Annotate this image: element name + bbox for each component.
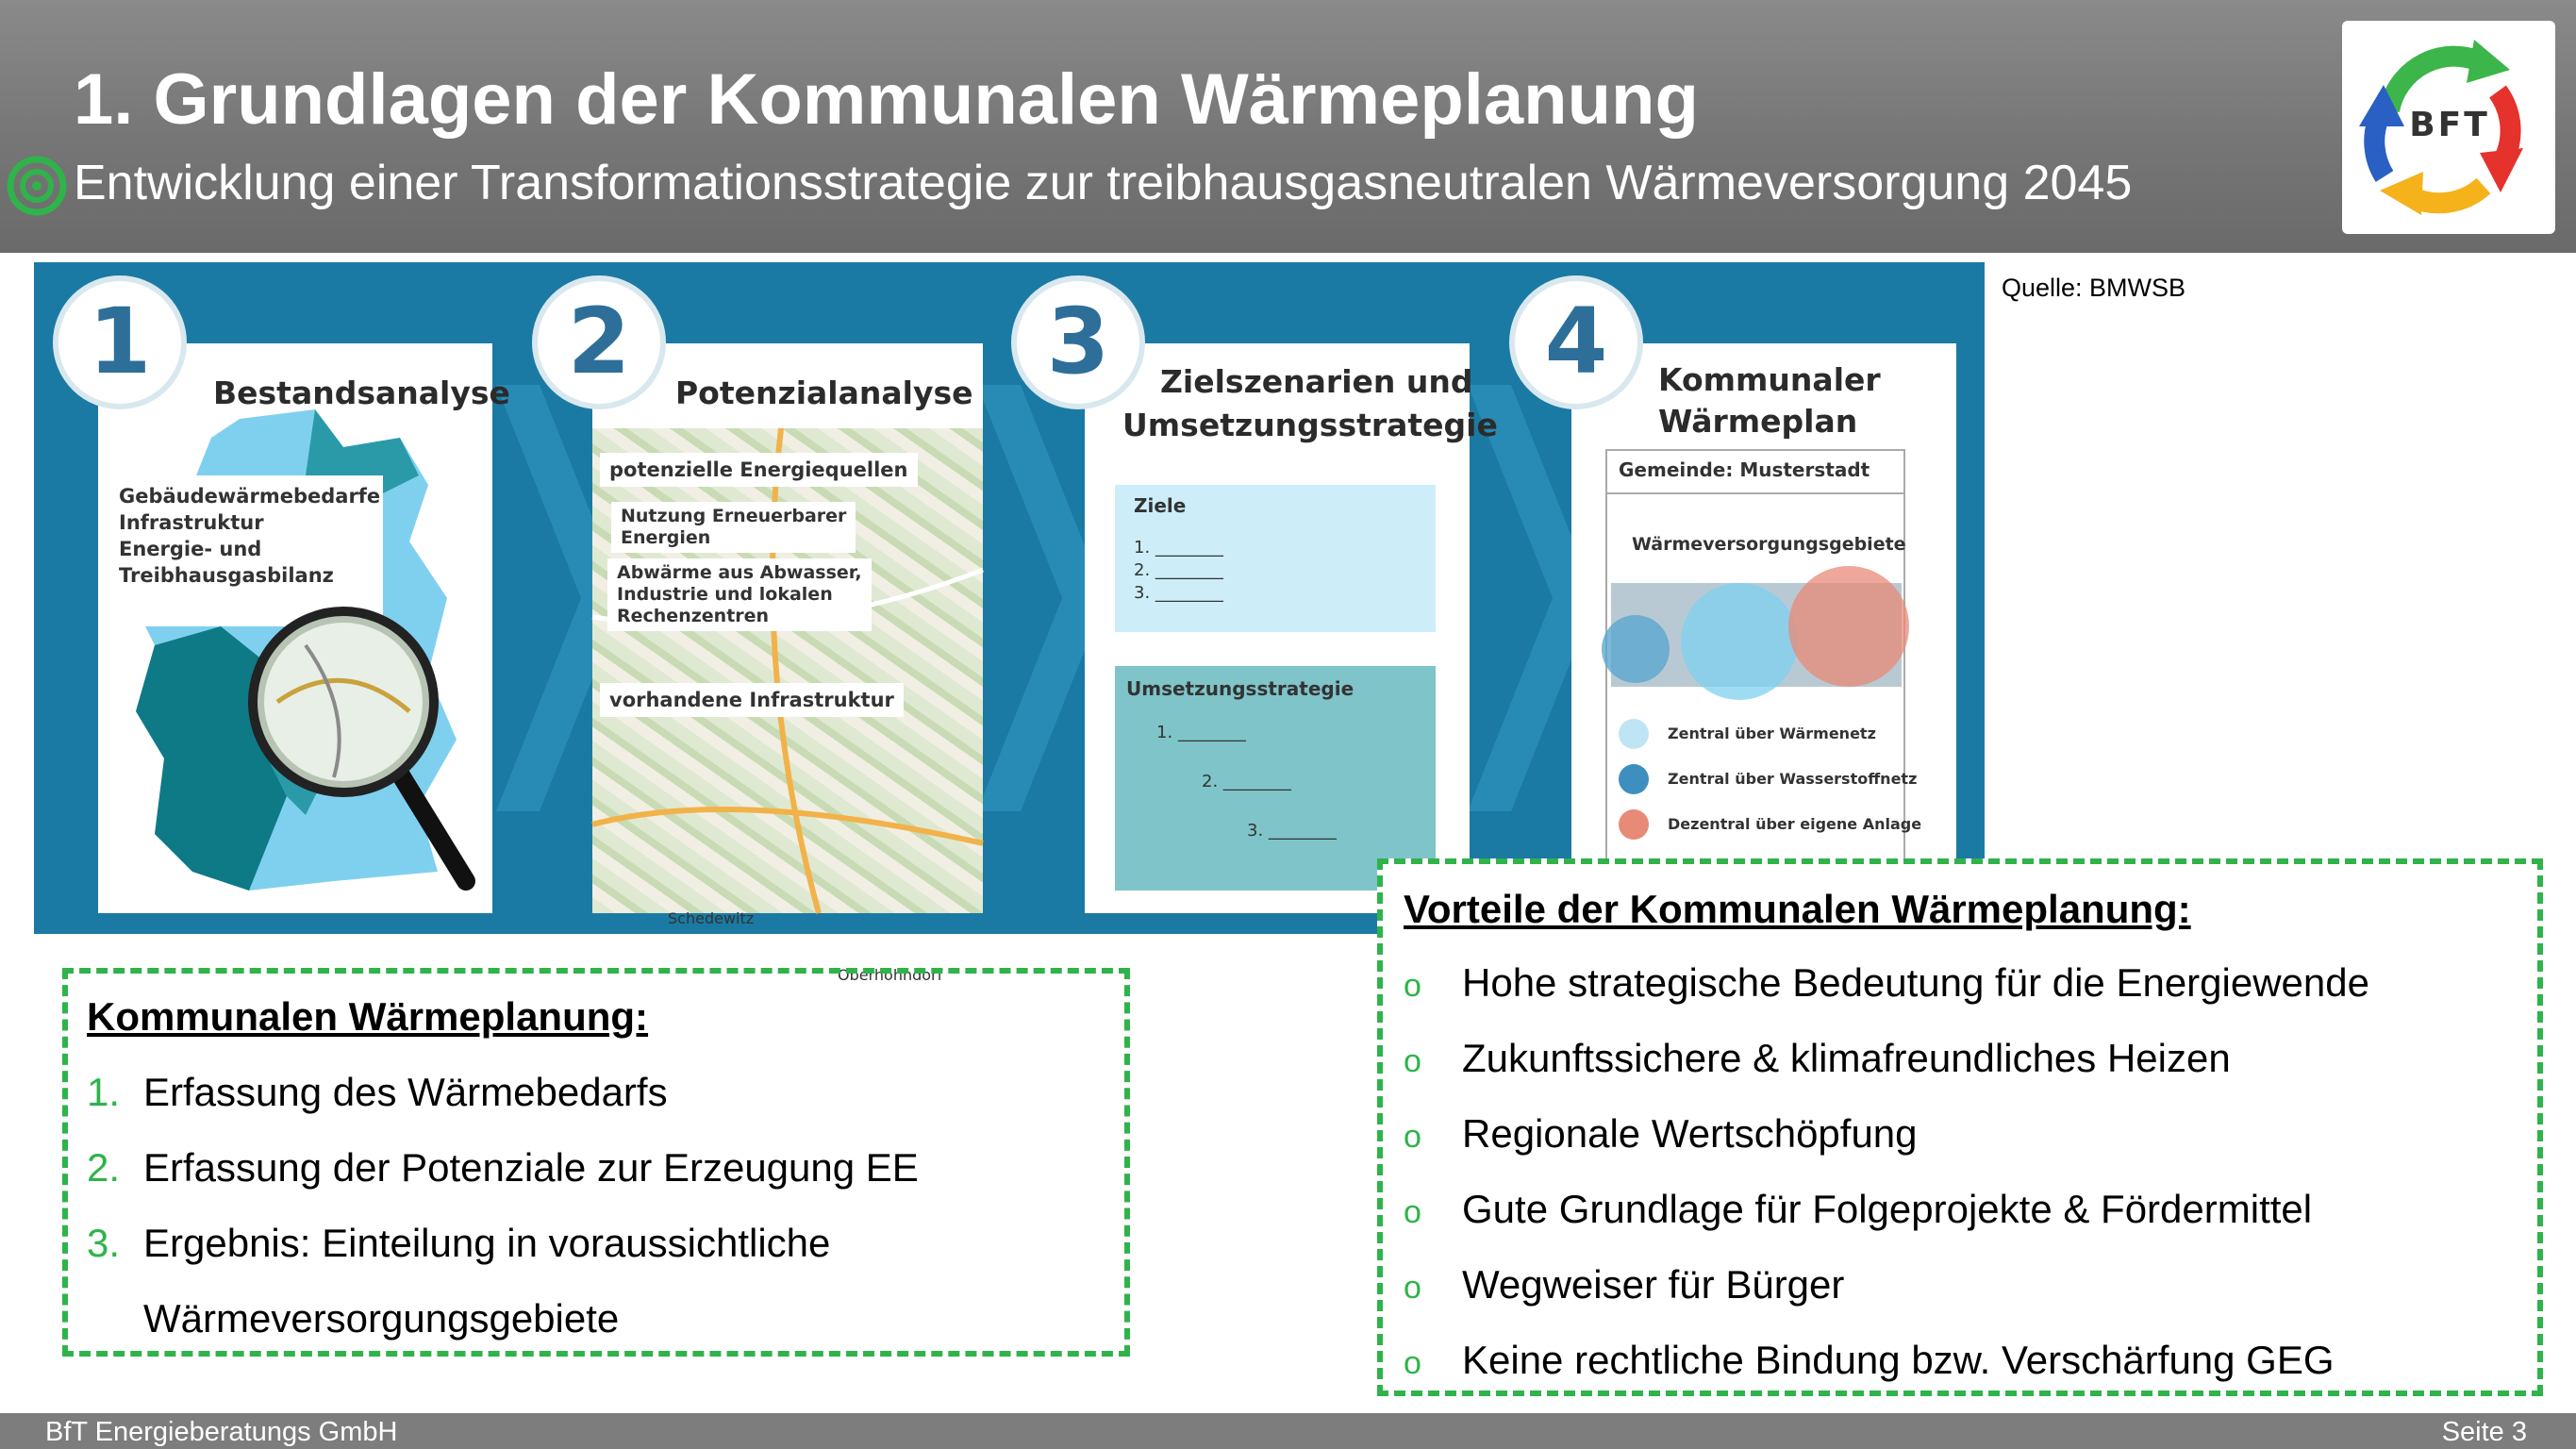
step-panel-3 <box>1085 343 1498 913</box>
advantage-item-2 <box>1404 1036 2231 1081</box>
advantage-text-1: Hohe strategische Bedeutung für die Energiewende <box>1462 960 2369 1005</box>
advantages-heading: Vorteile der Kommunalen Wärmeplanung: <box>1404 887 2191 931</box>
planning-steps-box <box>62 968 1130 1357</box>
advantage-text-4: Gute Grundlage für Folgeprojekte & Fördermittel <box>1462 1187 2313 1231</box>
gemeinde-label: Gemeinde: Musterstadt <box>1619 458 1870 481</box>
advantage-text-2: Zukunftssichere & klimafreundliches Heizen <box>1462 1036 2231 1080</box>
planning-steps-heading: Kommunalen Wärmeplanung: <box>87 994 649 1039</box>
bestand-line-2: Infrastruktur <box>119 511 264 534</box>
bullet-icon: o <box>1404 968 1421 1004</box>
planning-step-1 <box>87 1070 668 1115</box>
slide-footer <box>0 1413 2576 1449</box>
advantage-text-5: Wegweiser für Bürger <box>1462 1262 1845 1307</box>
company-name: BfT Energieberatungs GmbH <box>45 1417 398 1447</box>
bullet-icon: o <box>1404 1043 1421 1079</box>
slide-title: 1. Grundlagen der Kommunalen Wärmeplanung <box>74 59 1699 140</box>
infrastruktur-label: vorhandene Infrastruktur <box>600 683 904 717</box>
step-panel-2 <box>592 343 983 984</box>
bestand-line-4: Treibhausgasbilanz <box>119 564 334 587</box>
bullet-icon: o <box>1404 1119 1421 1155</box>
advantage-item-5 <box>1404 1262 1844 1307</box>
umsetzung-label: Umsetzungsstrategie <box>1126 677 1354 700</box>
bestand-line-1: Gebäudewärmebedarfe <box>119 485 381 508</box>
magnifier-icon <box>249 598 494 900</box>
umsetzung-box <box>1115 666 1436 891</box>
bullet-icon: o <box>1404 1270 1421 1306</box>
umsetzung-item-1: 1. ________ <box>1156 723 1246 742</box>
planning-step-1-text: Erfassung des Wärmebedarfs <box>143 1070 668 1114</box>
ziele-item-2: 2. ________ <box>1134 560 1223 580</box>
legend-dot-2 <box>1619 764 1649 794</box>
map-place-label-2: Oberhohndorf <box>838 966 943 984</box>
slide-header <box>0 0 2576 253</box>
bft-logo <box>2342 21 2555 234</box>
legend-label-2: Zentral über Wasserstoffnetz <box>1668 770 1918 788</box>
ziele-label: Ziele <box>1134 494 1187 517</box>
step-title-3-line-2: Umsetzungsstrategie <box>1122 407 1498 443</box>
advantage-item-3 <box>1404 1111 1918 1157</box>
gebiete-label: Wärmeversorgungsgebiete <box>1632 534 1906 555</box>
planning-step-2-number: 2. <box>87 1145 121 1190</box>
map-place-label-1: Schedewitz <box>668 909 755 927</box>
umsetzung-item-3: 3. ________ <box>1247 821 1337 841</box>
abwaerme-line-2: Industrie und lokalen <box>617 584 833 605</box>
bullet-icon: o <box>1404 1194 1421 1230</box>
advantage-text-6: Keine rechtliche Bindung bzw. Verschärfung GEG <box>1462 1338 2335 1382</box>
advantage-item-1 <box>1404 960 2369 1006</box>
step-number-2: 2 <box>532 275 666 409</box>
legend-dot-1 <box>1619 719 1649 749</box>
step-title-4-line-1: Kommunaler <box>1658 361 1881 398</box>
step-title-3-line-1: Zielszenarien und <box>1160 363 1473 400</box>
waermeplan-card <box>1605 449 1922 892</box>
planning-step-3-number: 3. <box>87 1221 121 1265</box>
step-panel-1 <box>98 343 510 913</box>
abwaerme-line-3: Rechenzentren <box>617 606 770 626</box>
ziele-item-1: 1. ________ <box>1134 538 1223 558</box>
step-number-4: 4 <box>1509 275 1643 409</box>
advantage-item-6 <box>1404 1338 2335 1383</box>
logo-text: BFT <box>2409 106 2490 144</box>
step-title-4-line-2: Wärmeplan <box>1658 403 1858 440</box>
target-icon <box>6 155 68 217</box>
erneuerbare-line-2: Energien <box>621 527 711 548</box>
planning-step-2 <box>87 1145 919 1191</box>
advantage-item-4 <box>1404 1187 2312 1232</box>
step-number-3: 3 <box>1011 275 1145 409</box>
advantage-text-3: Regionale Wertschöpfung <box>1462 1111 1918 1156</box>
source-label: Quelle: BMWSB <box>2002 274 2186 302</box>
bestand-line-3: Energie- und <box>119 538 262 560</box>
step-title-2: Potenzialanalyse <box>675 375 973 411</box>
energiequellen-label: potenzielle Energiequellen <box>600 453 918 487</box>
advantages-box <box>1377 858 2543 1396</box>
umsetzung-item-2: 2. ________ <box>1202 772 1291 791</box>
step-number-1: 1 <box>53 275 187 409</box>
erneuerbare-label <box>611 502 856 553</box>
legend-label-3: Dezentral über eigene Anlage <box>1668 815 1922 833</box>
legend-label-1: Zentral über Wärmenetz <box>1668 724 1876 742</box>
abwaerme-line-1: Abwärme aus Abwasser, <box>617 562 862 583</box>
ziele-box <box>1115 485 1436 632</box>
planning-step-2-text: Erfassung der Potenziale zur Erzeugung EE <box>143 1145 919 1190</box>
step-title-1: Bestandsanalyse <box>213 375 510 411</box>
process-infographic <box>34 262 1985 984</box>
slide-subtitle: Entwicklung einer Transformationsstrategie zur treibhausgasneutralen Wärmeversorgung 2045 <box>74 156 2133 210</box>
planning-step-1-number: 1. <box>87 1070 121 1114</box>
legend-dot-3 <box>1619 809 1649 840</box>
bullet-icon: o <box>1404 1345 1421 1381</box>
page-number: Seite 3 <box>2441 1417 2527 1447</box>
step-panel-4 <box>1571 343 1956 913</box>
abwaerme-label <box>607 558 872 631</box>
planning-step-3 <box>87 1221 830 1266</box>
planning-step-3-text: Ergebnis: Einteilung in voraussichtliche <box>143 1221 831 1265</box>
erneuerbare-line-1: Nutzung Erneuerbarer <box>621 506 847 526</box>
planning-step-3-continuation: Wärmeversorgungsgebiete <box>143 1296 620 1341</box>
zones-map-illustration <box>1607 566 1907 708</box>
ziele-item-3: 3. ________ <box>1134 583 1223 603</box>
